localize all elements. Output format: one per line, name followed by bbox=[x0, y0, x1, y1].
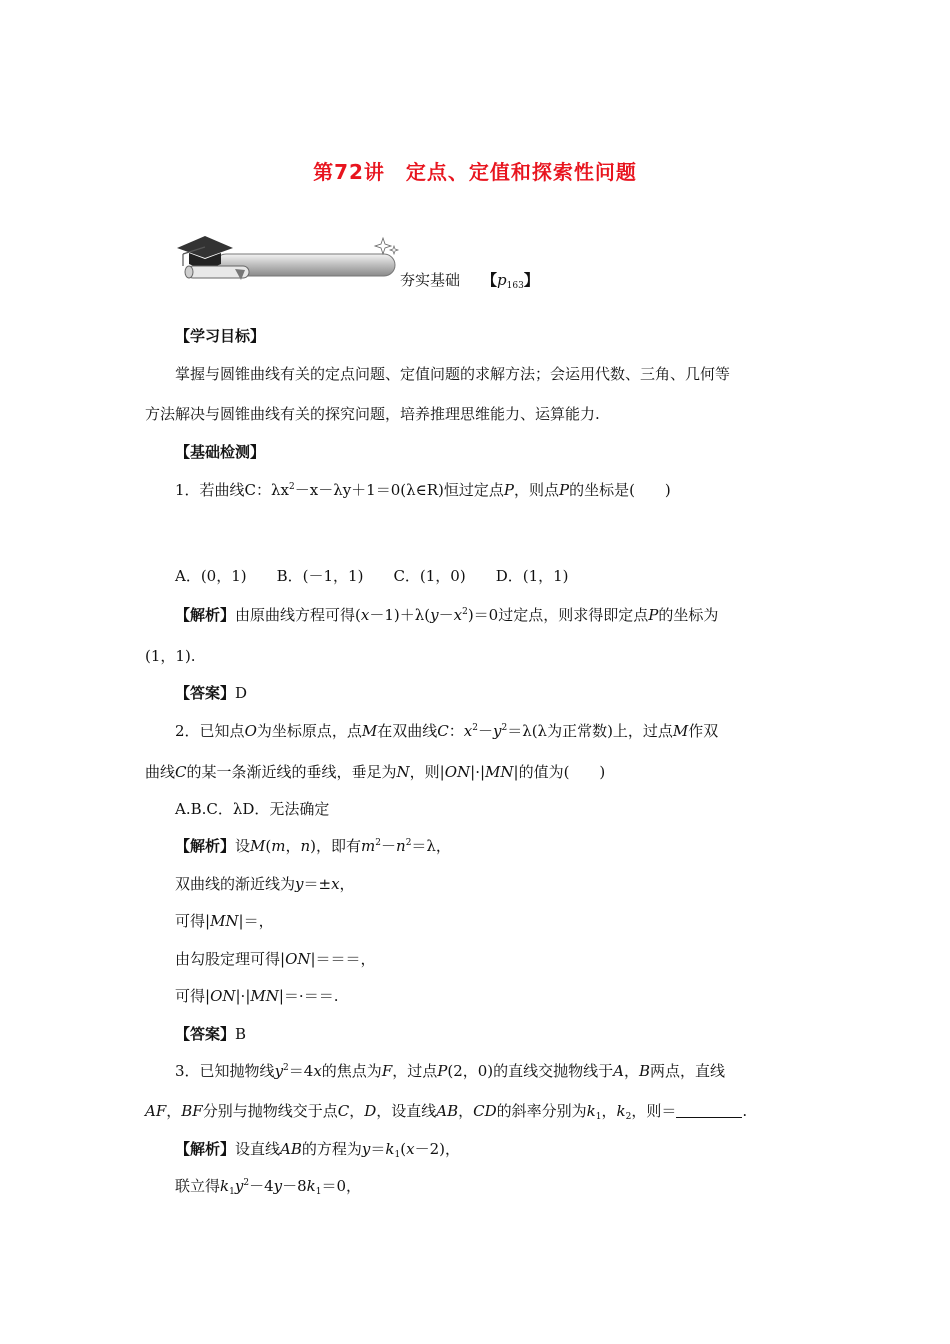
q1-analysis-line-2: (1，1). bbox=[145, 647, 196, 665]
q1-analysis: 【解析】由原曲线方程可得$(x-1)+\lambda(y-x^2)=0$过定点，则求得即定点P的坐标为 bbox=[175, 606, 719, 624]
q2-analysis-line-4: 由勾股定理可得|ON|＝＝＝， bbox=[175, 950, 376, 968]
graduation-cap-banner-icon bbox=[175, 232, 405, 292]
section-label bbox=[400, 269, 539, 290]
q1-answer: 【答案】D bbox=[175, 684, 248, 702]
q2-options: A.B.C．λD．无法确定 bbox=[175, 800, 330, 818]
q3-analysis-line-1: 【解析】设直线AB的方程为$y=k_1(x-2)$， bbox=[175, 1140, 460, 1160]
q2-stem-line-2: 曲线C的某一条渐近线的垂线，垂足为N，则|ON|·|MN|的值为( ) bbox=[145, 763, 606, 781]
q2-analysis-line-3: 可得|MN|＝， bbox=[175, 912, 274, 930]
goals-text-line-2: 方法解决与圆锥曲线有关的探究问题，培养推理思维能力、运算能力. bbox=[145, 405, 600, 423]
page-ref: 【$p_{163}$】 bbox=[482, 271, 539, 291]
basics-heading: 【基础检测】 bbox=[175, 443, 266, 461]
q2-analysis-line-5: 可得|ON|·|MN|＝·＝＝. bbox=[175, 987, 339, 1005]
section-name: 夯实基础 bbox=[400, 271, 461, 289]
q3-stem-line-1: 3．已知抛物线$y^2=4x$的焦点为F，过点P(2，0)的直线交抛物线于A，B两点，直线 bbox=[175, 1062, 726, 1080]
goals-heading: 【学习目标】 bbox=[175, 327, 266, 345]
q3-analysis-line-2: 联立得$k_1y^2-4y-8k_1=0$， bbox=[175, 1177, 362, 1197]
q2-answer: 【答案】B bbox=[175, 1025, 247, 1043]
q3-stem-line-2: AF，BF分别与抛物线交于点C，D，设直线AB，CD的斜率分别为$k_1$，$k_2$，则＝ . bbox=[145, 1102, 748, 1122]
q1-stem: 1．若曲线C：$\lambda x^2-x-\lambda y+1=0(\lambda\in R)$恒过定点P，则点P的坐标是( ) bbox=[175, 481, 671, 499]
goals-text-line-1: 掌握与圆锥曲线有关的定点问题、定值问题的求解方法；会运用代数、三角、几何等 bbox=[175, 365, 731, 383]
q2-stem-line-1: 2．已知点O为坐标原点，点M在双曲线C：$x^2-y^2=\lambda(\lambda$为正常数)上，过点M作双 bbox=[175, 722, 719, 740]
q1-options: A．(0，1) B．(－1，1) C．(1，0) D．(1，1) bbox=[175, 567, 569, 585]
q2-analysis-line-1: 【解析】设M(m，n)，即有$m^2-n^2=\lambda$， bbox=[175, 837, 451, 855]
q2-analysis-line-2: 双曲线的渐近线为y＝±x， bbox=[175, 875, 355, 893]
lecture-title: 第72讲 定点、定值和探索性问题 bbox=[313, 160, 637, 184]
answer-blank bbox=[676, 1103, 742, 1118]
